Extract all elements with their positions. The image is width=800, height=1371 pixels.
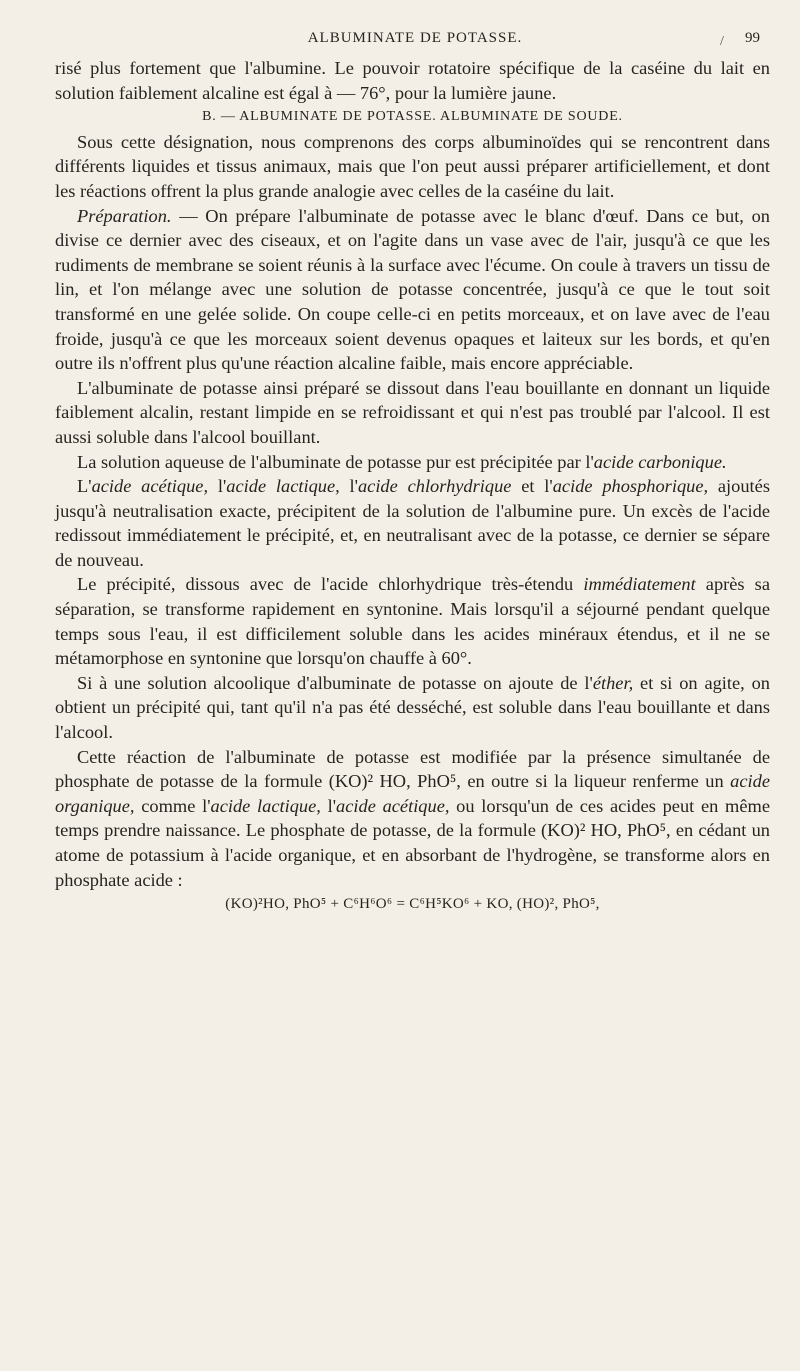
body-text <box>55 56 770 917</box>
pencil-mark: / <box>720 34 724 49</box>
paragraph-solubility: L'albuminate de potasse ainsi préparé se dissout dans l'eau bouillante en donnant un liquide faiblement alcalin, restant limpide en se refroidissant et qui n'est pas troublé par l'alcool. Il est aussi soluble dans l'alcool bouillant. <box>55 377 770 447</box>
paragraph-precipitate: Le précipité, dissous avec de l'acide chlorhydrique très-étendu immédiatement après sa séparation, se transforme rapidement en syntonine. Mais lorsqu'il a séjourné pendant quelque temps sous l'eau, il est difficilement soluble dans les acides minéraux étendus, et il ne se métamorphose en syntonine que lorsqu'on chauffe à 60°. <box>55 574 770 669</box>
paragraph-ether: Si à une solution alcoolique d'albuminate de potasse on ajoute de l'éther, et si on agite, on obtient un précipité qui, tant qu'il n'a pas été desséché, est soluble dans l'eau bouillante et dans l'alcool. <box>55 672 770 743</box>
paragraph-phosphate: Cette réaction de l'albuminate de potasse est modifiée par la présence simultanée de phosphate de potasse de la formule (KO)² HO, PhO⁵, en outre si la liqueur renferme un acide organique, comme l'acide lactique, l'acide acétique, ou lorsqu'un de ces acides peut en même temps prendre naissance. Le phosphate de potasse, de la formule (KO)² HO, PhO⁵, en cédant un atome de potassium à l'acide organique, et en absorbant de l'hydrogène, se transforme alors en phosphate acide : <box>55 746 770 890</box>
chemical-formula: (KO)²HO, PhO⁵ + C⁶H⁶O⁶ = C⁶H⁵KO⁶ + KO, (HO)², PhO⁵, <box>225 896 600 913</box>
paragraph-carbonic: La solution aqueuse de l'albuminate de potasse pur est précipitée par l'acide carbonique. <box>77 451 727 472</box>
paragraph-preparation: Préparation. — On prépare l'albuminate de potasse avec le blanc d'œuf. Dans ce but, on divise ce dernier avec des ciseaux, et on l'agite dans un vase avec de l'air, jusqu'à ce que les rudiments de membrane se soient réunis à la surface avec l'écume. On coule à travers un tissu de lin, et l'on mélange avec une solution de potasse concentrée, jusqu'à ce que le tout soit transformé en une gelée solide. On coupe celle-ci en petits morceaux, et on lave avec de l'eau froide, jusqu'à ce que les morceaux soient devenus opaques et laiteux sur les bords, et qu'en outre ils n'offrent plus qu'une réaction alcaline faible, mais encore appréciable. <box>55 205 770 374</box>
running-title: ALBUMINATE DE POTASSE. <box>307 30 523 46</box>
preparation-label: Préparation. <box>77 205 172 226</box>
running-header <box>70 30 760 52</box>
paragraph-acids: L'acide acétique, l'acide lactique, l'acide chlorhydrique et l'acide phosphorique, ajoutés jusqu'à neutralisation exacte, précipitent de la solution de l'albumine pure. Un excès de l'acide redissout immédiatement le précipité, et, en neutralisant avec de la potasse, ce dernier se sépare de nouveau. <box>55 476 770 570</box>
paragraph-continuation: risé plus fortement que l'albumine. Le pouvoir rotatoire spécifique de la caséine du lait en solution faiblement alcaline est égal à — 76°, pour la lumière jaune. <box>55 58 770 103</box>
section-heading: B. — ALBUMINATE DE POTASSE. ALBUMINATE DE SOUDE. <box>202 109 623 125</box>
page-number: 99 <box>745 30 760 46</box>
paragraph-intro: Sous cette désignation, nous comprenons des corps albuminoïdes qui se rencontrent dans différents liquides et tissus animaux, mais que l'on peut aussi préparer artificiellement, et dont les réactions offrent la plus grande analogie avec celles de la caséine du lait. <box>55 131 770 201</box>
